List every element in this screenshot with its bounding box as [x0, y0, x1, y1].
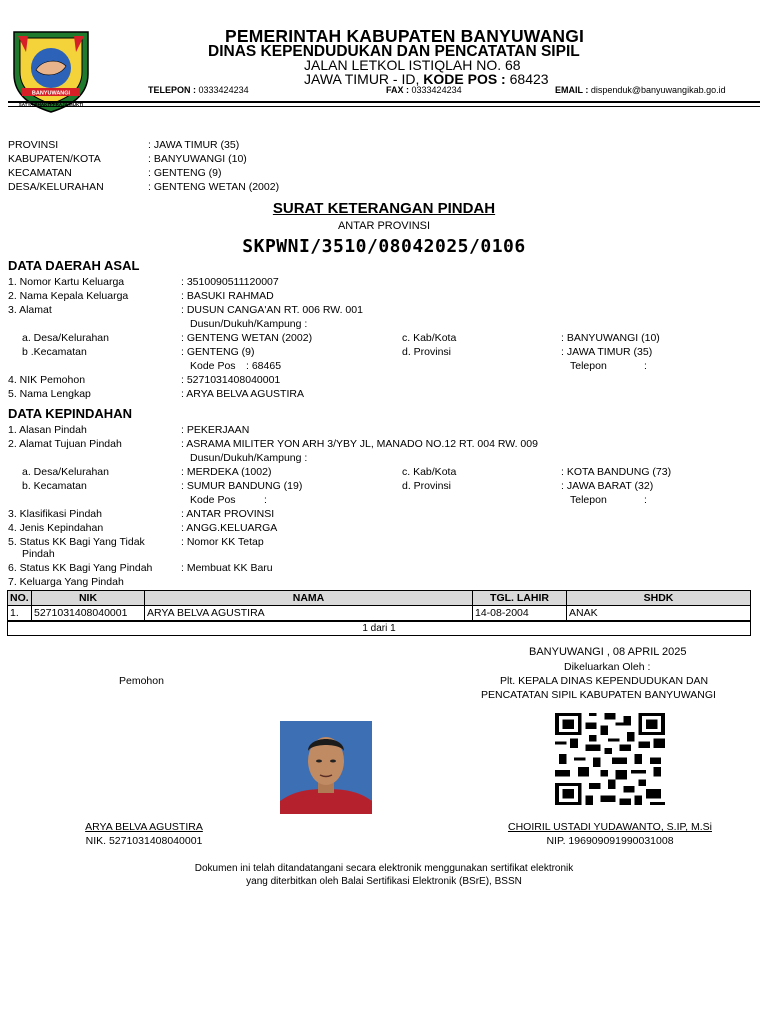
- field-value: : 5271031408040001: [181, 374, 281, 386]
- region-value: : JAWA TIMUR (35): [148, 139, 240, 151]
- table-cell: 14-08-2004: [473, 606, 567, 621]
- table-header-row: [8, 591, 751, 606]
- field-label: 3. Alamat: [8, 304, 52, 316]
- field-value: : JAWA BARAT (32): [561, 480, 654, 492]
- applicant-photo: [280, 721, 372, 814]
- field-value: : DUSUN CANGA'AN RT. 006 RW. 001: [181, 304, 363, 316]
- official-title: PENCATATAN SIPIL KABUPATEN BANYUWANGI: [481, 689, 716, 701]
- field-value: : GENTENG WETAN (2002): [181, 332, 313, 344]
- field-label: Pindah: [22, 548, 55, 560]
- table-header: NAMA: [145, 591, 473, 606]
- field-value: :: [644, 494, 647, 506]
- region-label: KECAMATAN: [8, 167, 72, 179]
- field-label: 4. NIK Pemohon: [8, 374, 86, 386]
- field-label: Telepon: [570, 494, 607, 506]
- field-label: 2. Nama Kepala Keluarga: [8, 290, 129, 302]
- place-date: BANYUWANGI , 08 APRIL 2025: [529, 646, 687, 658]
- region-label: KABUPATEN/KOTA: [8, 153, 101, 165]
- field-label: b. Kecamatan: [22, 480, 87, 492]
- region-value: : GENTENG (9): [148, 167, 222, 179]
- header-fax: FAX : 0333424234: [386, 85, 462, 95]
- document-subtitle: ANTAR PROVINSI: [337, 220, 431, 232]
- field-value: : MERDEKA (1002): [181, 466, 272, 478]
- table-header: SHDK: [567, 591, 751, 606]
- table-cell: ANAK: [567, 606, 751, 621]
- official-name: CHOIRIL USTADI YUDAWANTO, S.IP, M.Si: [507, 821, 712, 833]
- document-number: SKPWNI/3510/08042025/0106: [242, 236, 526, 257]
- header-address: JALAN LETKOL ISTIQLAH NO. 68: [304, 57, 521, 73]
- field-value: : BASUKI RAHMAD: [181, 290, 274, 302]
- table-cell: 1.: [8, 606, 32, 621]
- field-value: :: [644, 360, 647, 372]
- field-label: a. Desa/Kelurahan: [22, 466, 109, 478]
- field-value: : 68465: [246, 360, 282, 372]
- field-dusun: Dusun/Dukuh/Kampung :: [190, 318, 308, 330]
- field-value: : ANGG.KELUARGA: [181, 522, 278, 534]
- header-divider-thin: [8, 106, 760, 107]
- official-nip: NIP. 196909091990031008: [546, 835, 674, 847]
- footer-note: yang diterbitkan oleh Balai Sertifikasi Elektronik (BSrE), BSSN: [246, 876, 522, 887]
- family-table: [7, 590, 751, 621]
- table-header: NO.: [8, 591, 32, 606]
- field-value: : ANTAR PROVINSI: [181, 508, 275, 520]
- page-indicator: 1 dari 1: [7, 621, 751, 636]
- header-email: EMAIL : dispenduk@banyuwangikab.go.id: [555, 85, 726, 95]
- table-cell: 5271031408040001: [32, 606, 145, 621]
- table-cell: ARYA BELVA AGUSTIRA: [145, 606, 473, 621]
- field-label: 6. Status KK Bagi Yang Pindah: [8, 562, 153, 574]
- footer-note: Dokumen ini telah ditandatangani secara elektronik menggunakan sertifikat elektronik: [194, 863, 574, 874]
- field-label: Kode Pos: [190, 360, 236, 372]
- header-line2: DINAS KEPENDUDUKAN DAN PENCATATAN SIPIL: [208, 43, 580, 60]
- field-label: b .Kecamatan: [22, 346, 87, 358]
- header-telepon: TELEPON : 0333424234: [148, 85, 249, 95]
- header-postcode: JAWA TIMUR - ID, KODE POS : 68423: [304, 71, 549, 87]
- field-label: 5. Status KK Bagi Yang Tidak: [8, 536, 145, 548]
- svg-text:SATYA BHAKTI PRAJA MUKTI: SATYA BHAKTI PRAJA MUKTI: [18, 102, 84, 107]
- header-divider: [8, 101, 760, 103]
- field-value: : Membuat KK Baru: [181, 562, 273, 574]
- applicant-nik: NIK. 5271031408040001: [85, 835, 203, 847]
- field-label: 1. Alasan Pindah: [8, 424, 87, 436]
- section-heading-asal: DATA DAERAH ASAL: [8, 258, 140, 273]
- field-label: 1. Nomor Kartu Keluarga: [8, 276, 125, 288]
- field-label: 2. Alamat Tujuan Pindah: [8, 438, 122, 450]
- field-label: Kode Pos: [190, 494, 236, 506]
- field-value: : JAWA TIMUR (35): [561, 346, 653, 358]
- field-value: : 3510090511120007: [181, 276, 279, 288]
- field-value: : ARYA BELVA AGUSTIRA: [181, 388, 304, 400]
- field-label: Telepon: [570, 360, 607, 372]
- field-value: : PEKERJAAN: [181, 424, 250, 436]
- field-label: c. Kab/Kota: [402, 466, 457, 478]
- region-value: : GENTENG WETAN (2002): [148, 181, 280, 193]
- applicant-label: Pemohon: [119, 675, 164, 687]
- applicant-name: ARYA BELVA AGUSTIRA: [85, 821, 203, 833]
- official-title: Plt. KEPALA DINAS KEPENDUDUKAN DAN: [500, 675, 709, 687]
- region-label: DESA/KELURAHAN: [8, 181, 104, 193]
- field-label: d. Provinsi: [402, 346, 452, 358]
- field-label: 7. Keluarga Yang Pindah: [8, 576, 124, 588]
- section-heading-kepindahan: DATA KEPINDAHAN: [8, 406, 132, 421]
- field-value: : ASRAMA MILITER YON ARH 3/YBY JL, MANADO NO.12 RT. 004 RW. 009: [181, 438, 538, 450]
- field-label: a. Desa/Kelurahan: [22, 332, 109, 344]
- region-value: : BANYUWANGI (10): [148, 153, 247, 165]
- field-value: : Nomor KK Tetap: [181, 536, 264, 548]
- field-label: c. Kab/Kota: [402, 332, 457, 344]
- field-value: : KOTA BANDUNG (73): [561, 466, 672, 478]
- field-label: 3. Klasifikasi Pindah: [8, 508, 102, 520]
- qr-code-icon: [555, 713, 665, 805]
- header-line1: PEMERINTAH KABUPATEN BANYUWANGI: [225, 26, 585, 46]
- region-label: PROVINSI: [8, 139, 59, 151]
- field-value: : BANYUWANGI (10): [561, 332, 660, 344]
- field-label: 5. Nama Lengkap: [8, 388, 91, 400]
- issued-by: Dikeluarkan Oleh :: [564, 661, 651, 673]
- field-value: : SUMUR BANDUNG (19): [181, 480, 303, 492]
- field-dusun: Dusun/Dukuh/Kampung :: [190, 452, 308, 464]
- field-value: : GENTENG (9): [181, 346, 255, 358]
- table-header: TGL. LAHIR: [473, 591, 567, 606]
- document-title: SURAT KETERANGAN PINDAH: [272, 200, 496, 217]
- field-label: d. Provinsi: [402, 480, 452, 492]
- field-value: :: [264, 494, 267, 506]
- table-row: [8, 606, 751, 621]
- table-header: NIK: [32, 591, 145, 606]
- field-label: 4. Jenis Kepindahan: [8, 522, 104, 534]
- svg-text:BANYUWANGI: BANYUWANGI: [31, 90, 71, 97]
